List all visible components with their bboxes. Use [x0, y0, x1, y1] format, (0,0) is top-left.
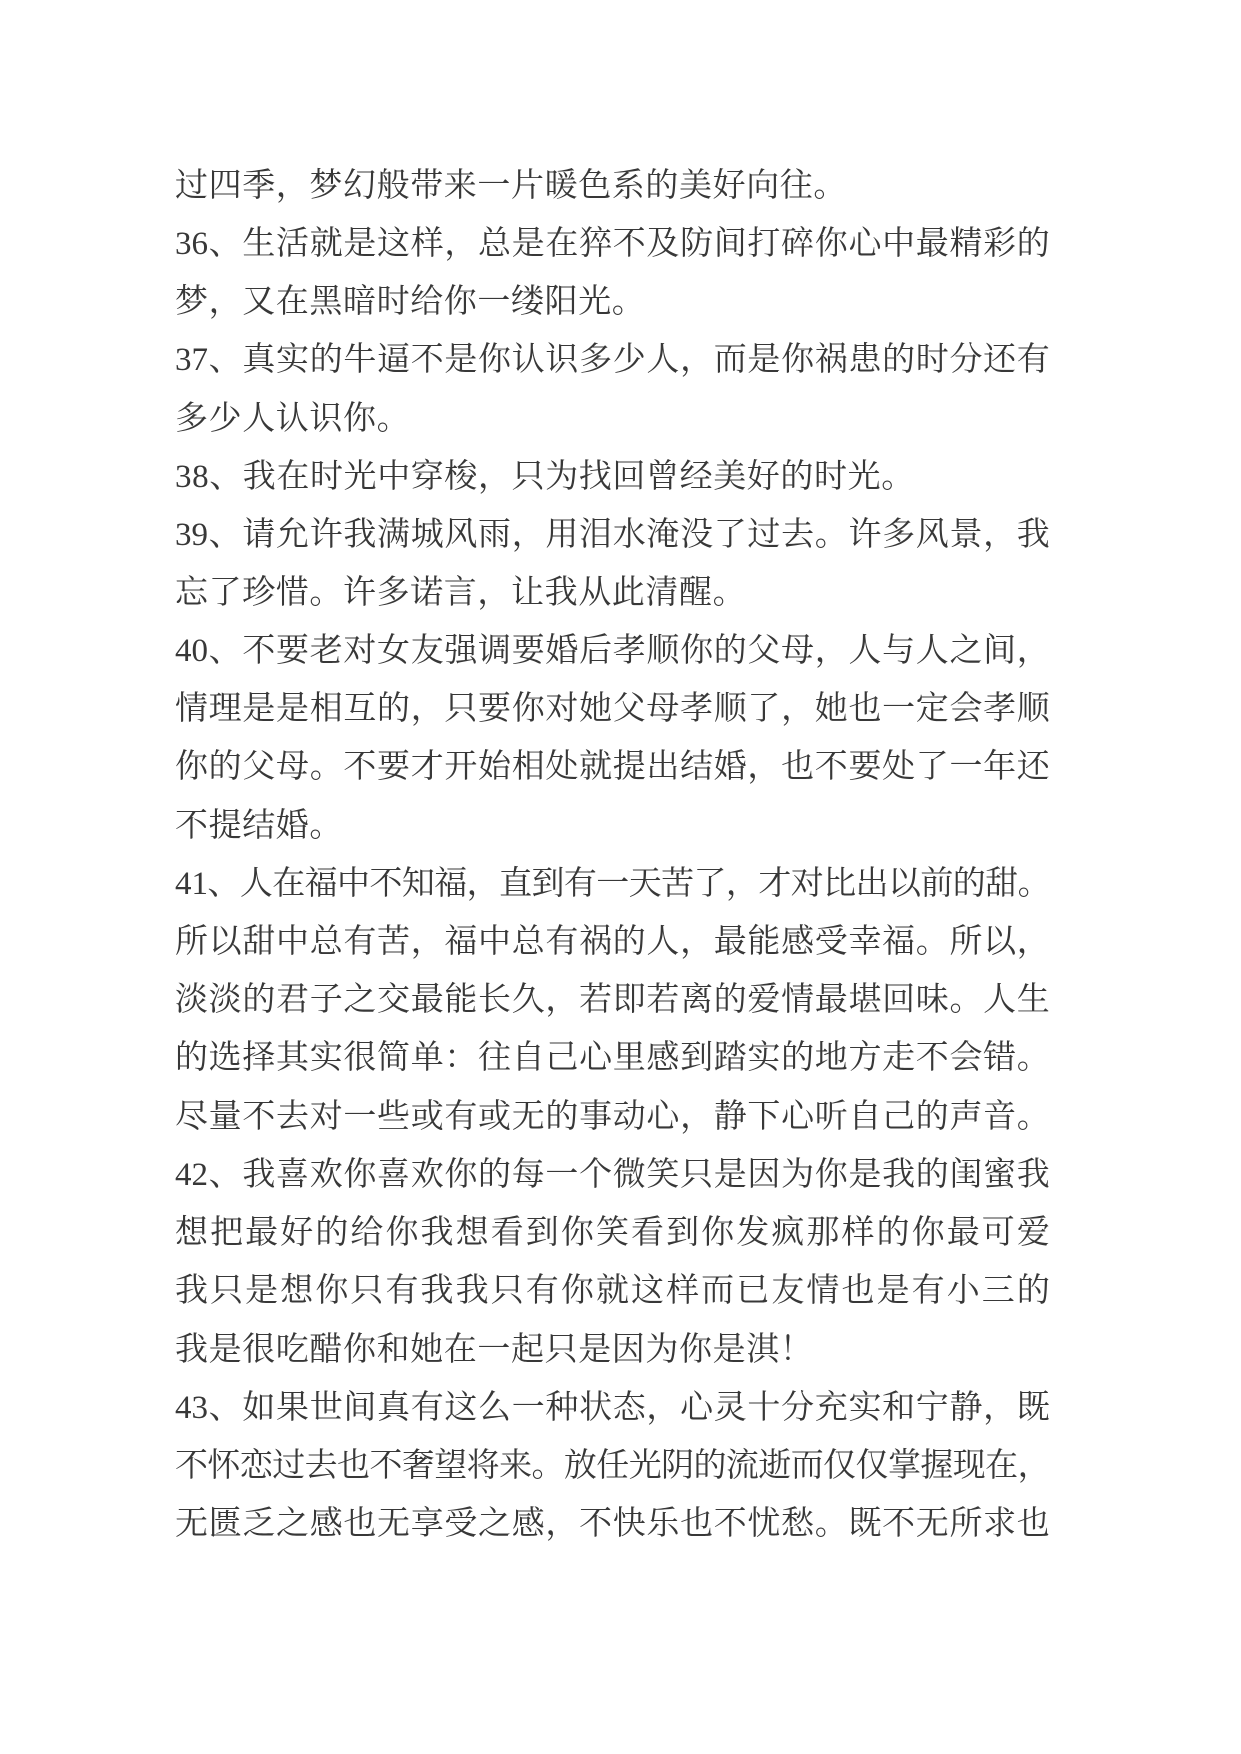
text-line: 38、我在时光中穿梭，只为找回曾经美好的时光。: [175, 458, 915, 495]
text-line: 梦，又在黑暗时给你一缕阳光。: [175, 284, 646, 321]
paragraph-item-35-continuation: [175, 157, 1050, 215]
paragraph-item-43: [175, 1379, 1050, 1554]
text-line: 多少人认识你。: [175, 400, 411, 437]
text-line: 你 的 父 母 。 不 要 才 开 始 相 处 就 提 出 结 婚 ， 也 不 要 处 了 一 年 还: [175, 749, 1050, 786]
paragraph-item-38: [175, 448, 1050, 506]
document-body: [175, 157, 1050, 1554]
text-line: 40 、 不 要 老 对 女 友 强 调 要 婚 后 孝 顺 你 的 父 母 ， 人 与 人 之 间 ，: [175, 633, 1050, 670]
paragraph-item-39: [175, 506, 1050, 622]
text-line: 37 、 真 实 的 牛 逼 不 是 你 认 识 多 少 人 ， 而 是 你 祸 患 的 时 分 还 有: [175, 342, 1050, 379]
text-line: 我 只 是 想 你 只 有 我 我 只 有 你 就 这 样 而 已 友 情 也 是 有 小 三 的: [175, 1273, 1050, 1310]
text-line: 无 匮 乏 之 感 也 无 享 受 之 感 ， 不 快 乐 也 不 忧 愁 。 既 不 无 所 求 也: [175, 1505, 1050, 1542]
text-line: 41 、 人 在 福 中 不 知 福 ， 直 到 有 一 天 苦 了 ， 才 对 比 出 以 前 的 甜 。: [175, 865, 1051, 902]
text-line: 的 选 择 其 实 很 简 单 ： 往 自 己 心 里 感 到 踏 实 的 地 方 走 不 会 错 。: [175, 1040, 1050, 1077]
text-line: 不提结婚。: [175, 808, 343, 845]
text-line: 36 、 生 活 就 是 这 样 ， 总 是 在 猝 不 及 防 间 打 碎 你 心 中 最 精 彩 的: [175, 225, 1050, 262]
text-line: 43 、 如 果 世 间 真 有 这 么 一 种 状 态 ， 心 灵 十 分 充 实 和 宁 静 ， 既: [175, 1389, 1050, 1426]
text-line: 想 把 最 好 的 给 你 我 想 看 到 你 笑 看 到 你 发 疯 那 样 的 你 最 可 爱: [175, 1214, 1050, 1251]
text-line: 不 怀 恋 过 去 也 不 奢 望 将 来 。 放 任 光 阴 的 流 逝 而 仅 仅 掌 握 现 在 ，: [175, 1447, 1051, 1484]
paragraph-item-42: [175, 1146, 1050, 1379]
text-line: 淡 淡 的 君 子 之 交 最 能 长 久 ， 若 即 若 离 的 爱 情 最 堪 回 味 。 人 生: [175, 982, 1050, 1019]
paragraph-item-41: [175, 855, 1050, 1146]
paragraph-item-36: [175, 215, 1050, 331]
text-line: 情 理 是 是 相 互 的 ， 只 要 你 对 她 父 母 孝 顺 了 ， 她 也 一 定 会 孝 顺: [175, 691, 1050, 728]
text-line: 所 以 甜 中 总 有 苦 ， 福 中 总 有 祸 的 人 ， 最 能 感 受 幸 福 。 所 以 ，: [175, 924, 1050, 961]
paragraph-item-37: [175, 332, 1050, 448]
text-line: 尽 量 不 去 对 一 些 或 有 或 无 的 事 动 心 ， 静 下 心 听 自 己 的 声 音 。: [175, 1098, 1050, 1135]
paragraph-item-40: [175, 623, 1050, 856]
text-line: 我是很吃醋你和她在一起只是因为你是淇！: [175, 1331, 814, 1368]
text-line: 过四季，梦幻般带来一片暖色系的美好向往。: [175, 168, 847, 204]
text-line: 39 、 请 允 许 我 满 城 风 雨 ， 用 泪 水 淹 没 了 过 去 。 许 多 风 景 ， 我: [175, 516, 1050, 553]
text-line: 忘了珍惜。许多诺言，让我从此清醒。: [175, 575, 747, 612]
text-line: 42 、 我 喜 欢 你 喜 欢 你 的 每 一 个 微 笑 只 是 因 为 你 是 我 的 闺 蜜 我: [175, 1156, 1050, 1193]
